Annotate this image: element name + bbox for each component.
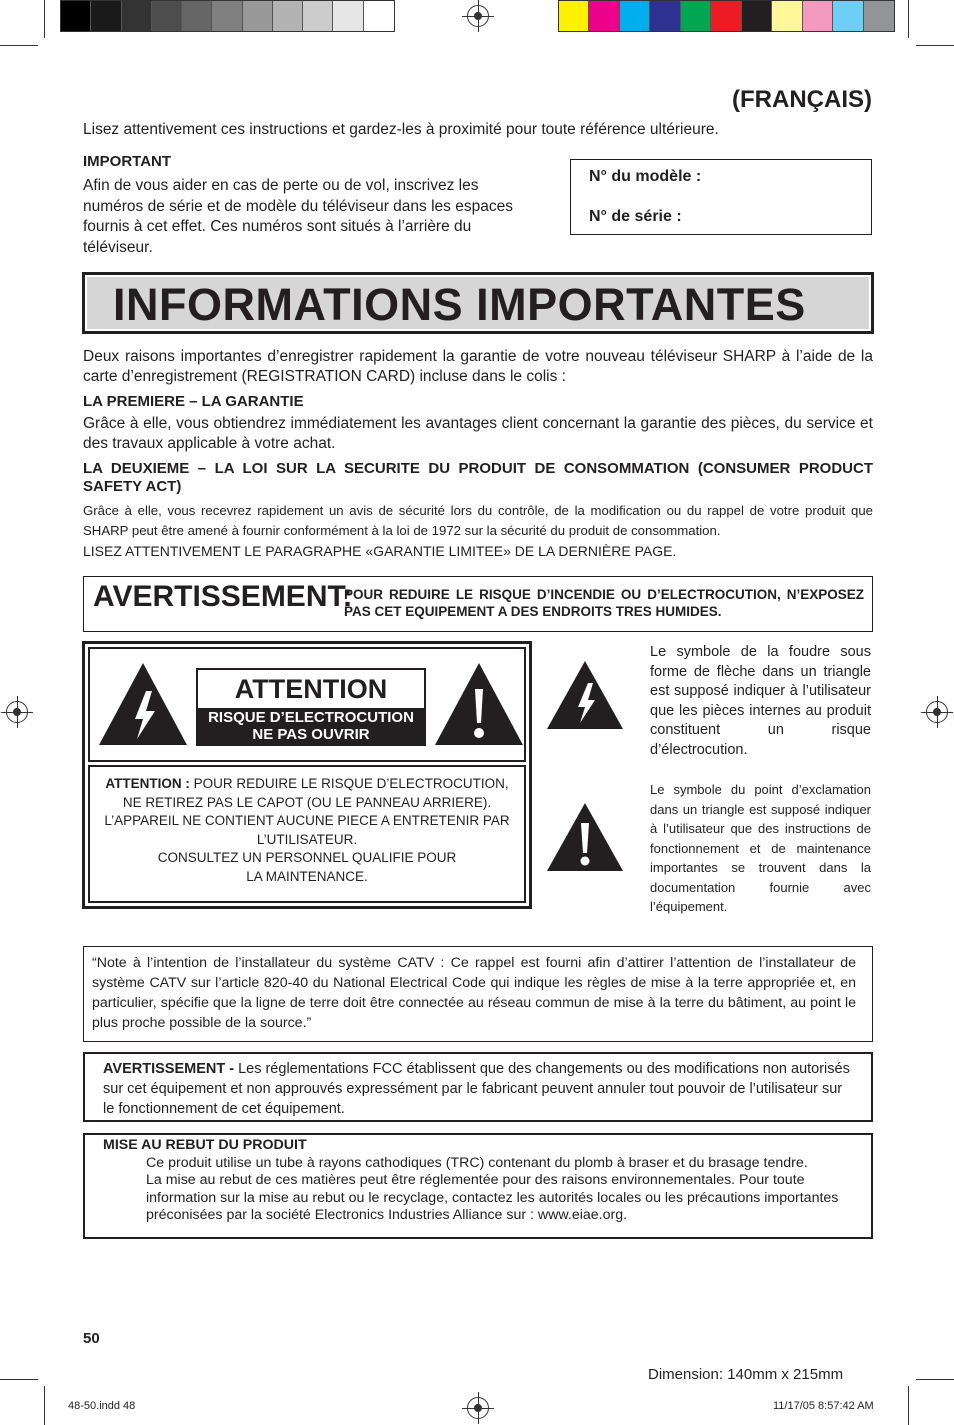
color-swatch [243,1,273,31]
caution-line-4: CONSULTEZ UN PERSONNEL QUALIFIE POUR [157,850,457,865]
gray-color-bar [60,0,395,32]
serial-number-label: N° de série : [589,208,682,225]
disposal-box [83,1133,873,1239]
lightning-symbol-icon [545,659,625,731]
important-heading: IMPORTANT [83,153,172,170]
registration-mark-icon [926,701,948,723]
color-swatch [833,1,863,31]
dimension-note: Dimension: 140mm x 215mm [648,1366,844,1383]
color-swatch [182,1,212,31]
color-swatch [620,1,650,31]
crop-mark [44,0,45,38]
second-reason-heading: LA DEUXIEME – LA LOI SUR LA SECURITE DU PRODUIT DE CONSOMMATION (CONSUMER PRODUCT SAFETY ACT) [83,460,873,495]
caution-bold: ATTENTION : [105,776,190,791]
label-line-2: NE PAS OUVRIR [252,726,370,743]
warning-text: POUR REDUIRE LE RISQUE D’INCENDIE OU D’ELECTROCUTION, N’EXPOSEZ PAS CET EQUIPEMENT A DES ENDROITS TRES HUMIDES. [344,587,864,619]
color-swatch [589,1,619,31]
color-swatch [61,1,91,31]
first-reason-text: Grâce à elle, vous obtiendrez immédiatement les avantages client concernant la garantie des pièces, du service et des travaux applicable à votre achat. [83,415,873,452]
crop-mark [0,45,38,46]
catv-note: “Note à l’intention de l’installateur du système CATV : Ce rappel est fourni afin d’attirer l’attention de l’installateur de système CATV sur l’article 820-40 du National Electrical Code qui indique les règles de mise à la terre appropriée et, en particulier, spécifie que la ligne de terre doit être connectée au réseau commun de mise à la terre du bâtiment, au point le plus proche possible de la source.” [83,946,873,1042]
color-swatch [864,1,894,31]
crop-mark [44,1386,45,1425]
important-text: Afin de vous aider en cas de perte ou de vol, inscrivez les numéros de série et de modèle du téléviseur dans les espaces fournis à cet effet. Ces numéros sont situés à l’arrière du téléviseur. [83,177,513,256]
model-number-label: N° du modèle : [589,168,702,185]
caution-line-3: L’APPAREIL NE CONTIENT AUCUNE PIECE A ENTRETENIR PAR L’UTILISATEUR. [104,813,510,847]
attention-panel [82,641,532,909]
second-reason-text: Grâce à elle, vous recevrez rapidement un avis de sécurité lors du contrôle, de la modification ou du rappel de votre produit que SHARP peut être amené à fournir conformément à la loi de 1972 sur la sécurité du produit de consommation. [83,503,873,538]
caution-line-2: NE RETIREZ PAS LE CAPOT (OU LE PANNEAU ARRIERE). [122,794,492,810]
read-warranty-note: LISEZ ATTENTIVEMENT LE PARAGRAPHE «GARANTIE LIMITEE» DE LA DERNIÈRE PAGE. [83,543,677,559]
process-color-bar [558,0,895,32]
color-swatch [803,1,833,31]
color-swatch [152,1,182,31]
registration-mark-icon [467,5,489,27]
caution-line-5: LA MAINTENANCE. [246,868,368,884]
disposal-text-1: Ce produit utilise un tube à rayons cathodiques (TRC) contenant du plomb à braser et du brasage tendre. [146,1154,808,1171]
intro-text: Lisez attentivement ces instructions et gardez-les à proximité pour toute référence ultérieure. [83,121,719,138]
color-swatch [711,1,741,31]
attention-label-area [88,647,526,762]
color-swatch [303,1,333,31]
attention-label-title: ATTENTION [234,674,388,704]
model-serial-box [570,159,872,235]
lightning-triangle-icon [97,661,189,747]
color-swatch [122,1,152,31]
first-reason-heading: LA PREMIERE – LA GARANTIE [83,393,304,410]
language-heading: (FRANÇAIS) [732,86,872,113]
color-swatch [212,1,242,31]
exclamation-symbol-description: Le symbole du point d’exclamation dans un triangle est supposé indiquer à l’utilisateur que des instructions de fonctionnement et de maintenance importantes se trouvent dans la documentation fournie avec l’équipement. [650,782,871,914]
file-slug: 48-50.indd 48 [68,1400,136,1412]
color-swatch [650,1,680,31]
warning-title: AVERTISSEMENT: [93,580,353,613]
lightning-symbol-description: Le symbole de la foudre sous forme de flèche dans un triangle est supposé indiquer à l’utilisateur que les pièces internes au produit constituent un risque d’électrocution. [650,644,871,758]
crop-mark [0,1379,38,1380]
attention-caution-text [88,765,526,903]
color-swatch [273,1,303,31]
attention-label-warning [198,708,424,744]
color-swatch [91,1,121,31]
exclamation-triangle-icon [433,661,525,747]
color-swatch [364,1,394,31]
crop-mark [908,1386,909,1425]
color-swatch [681,1,711,31]
exclamation-symbol-icon [545,801,625,873]
registration-mark-icon [6,701,28,723]
color-swatch [742,1,772,31]
moisture-warning-box [83,576,873,632]
crop-mark [908,0,909,38]
crop-mark [916,45,954,46]
disposal-text-2: La mise au rebut de ces matières peut être réglementée pour des raisons environnementales. Pour toute information sur la mise au rebut ou le recyclage, contactez les autorités locales ou les précautions importantes préconisées par la société Electronics Industries Alliance sur : www.eiae.org. [146,1172,839,1223]
fcc-warning-box [83,1052,873,1122]
caution-line-1: POUR REDUIRE LE RISQUE D’ELECTROCUTION, [193,776,509,791]
registration-mark-icon [467,1397,489,1419]
crop-mark [916,1379,954,1380]
banner-title: INFORMATIONS IMPORTANTES [113,279,806,330]
fcc-warning-text: Les réglementations FCC établissent que des changements ou des modifications non autorisés sur cet équipement et non approuvés expressément par le fabricant peuvent annuler tout pouvoir de l’utilisateur sur le fonctionnement de cet équipement. [103,1061,850,1117]
label-line-1: RISQUE D’ELECTROCUTION [208,709,414,726]
fcc-warning-label: AVERTISSEMENT - [103,1061,235,1077]
page-number: 50 [83,1330,100,1347]
print-timestamp: 11/17/05 8:57:42 AM [773,1400,874,1412]
disposal-heading: MISE AU REBUT DU PRODUIT [103,1137,307,1153]
registration-intro: Deux raisons importantes d’enregistrer rapidement la garantie de votre nouveau téléviseur SHARP à l’aide de la carte d’enregistrement (REGISTRATION CARD) incluse dans le colis : [83,348,873,385]
color-swatch [559,1,589,31]
important-info-banner [82,272,874,334]
attention-label [196,668,426,746]
color-swatch [333,1,363,31]
color-swatch [772,1,802,31]
